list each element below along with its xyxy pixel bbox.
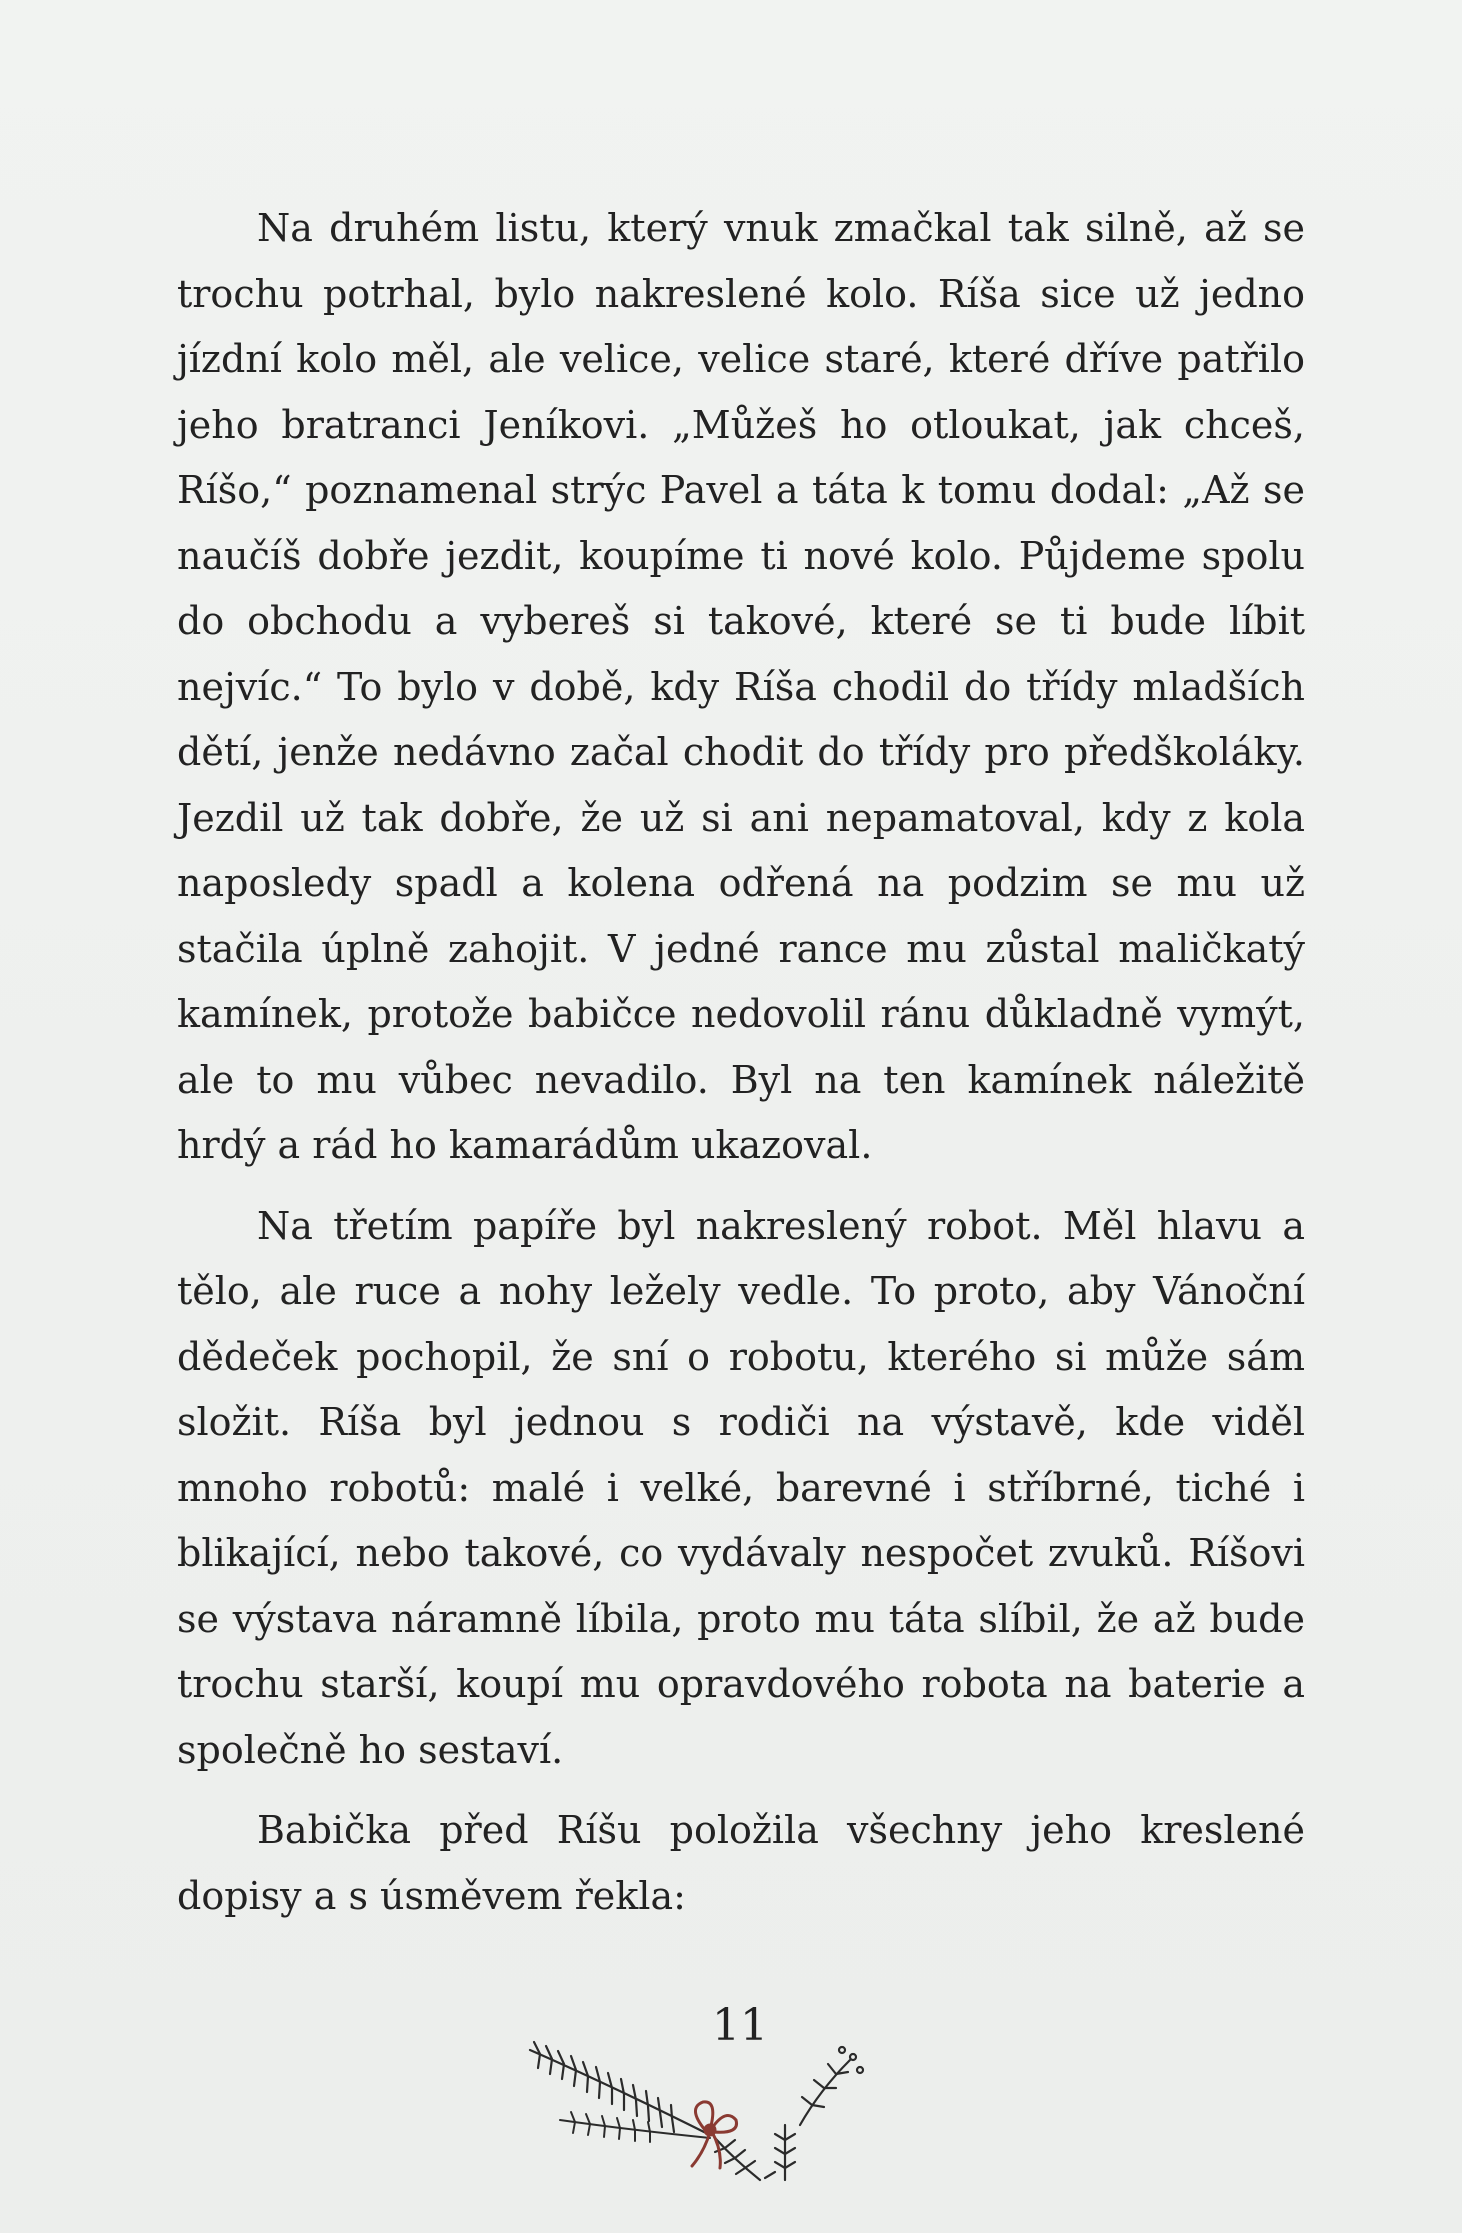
body-text <box>177 196 1305 1944</box>
page-number: 11 <box>712 2000 768 2051</box>
paragraph-3: Babička před Ríšu položila všechny jeho kreslené dopisy a s úsměvem řekla: <box>177 1808 1305 1918</box>
fir-branch-with-bow-icon <box>520 2030 900 2190</box>
paragraph-1: Na druhém listu, který vnuk zmačkal tak silně, až se trochu potrhal, bylo nakreslené kolo. Ríša sice už jedno jízdní kolo měl, ale velice, velice staré, které dříve patřilo jeho bratranci Jeníkovi. „Můžeš ho otloukat, jak chceš, Ríšo,“ poznamenal strýc Pavel a táta k tomu dodal: „Až se naučíš dobře jezdit, koupíme ti nové kolo. Půjdeme spolu do obchodu a vybereš si takové, které se ti bude líbit nejvíc.“ To bylo v době, kdy Ríša chodil do třídy mladších dětí, jenže nedávno začal chodit do třídy pro předškoláky. Jezdil už tak dobře, že už si ani nepamatoval, kdy z kola naposledy spadl a kolena odřená na podzim se mu už stačila úplně zahojit. V jedné rance mu zůstal maličkatý kamínek, protože babičce nedovolil ránu důkladně vymýt, ale to mu vůbec nevadilo. Byl na ten kamínek náležitě hrdý a rád ho kamarádům ukazoval. <box>177 206 1305 1167</box>
paragraph-2: Na třetím papíře byl nakreslený robot. Měl hlavu a tělo, ale ruce a nohy ležely vedle. To proto, aby Vánoční dědeček pochopil, že sní o robotu, kterého si může sám složit. Ríša byl jednou s rodiči na výstavě, kde viděl mnoho robotů: malé i velké, barevné i stříbrné, tiché i blikající, nebo takové, co vydávaly nespočet zvuků. Ríšovi se výstava náramně líbila, proto mu táta slíbil, že až bude trochu starší, koupí mu opravdového robota na baterie a společně ho sestaví. <box>177 1203 1305 1772</box>
